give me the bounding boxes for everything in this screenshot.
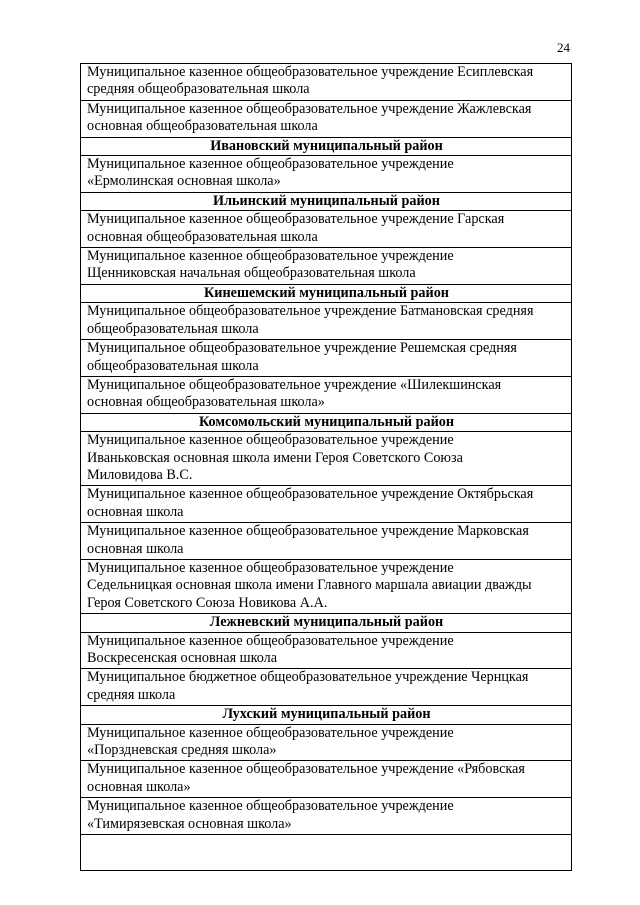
school-name-line: Муниципальное казенное общеобразовательное учреждение	[87, 798, 454, 815]
district-header: Лежневский муниципальный район	[81, 614, 572, 632]
district-header: Лухский муниципальный район	[81, 706, 572, 724]
school-name-line: Муниципальное бюджетное общеобразовательное учреждение Чернцкая	[87, 669, 529, 686]
district-header-row	[81, 614, 572, 632]
school-cell	[81, 100, 572, 137]
table-row	[81, 724, 572, 761]
empty-cell	[81, 835, 572, 871]
school-name-line: Муниципальное казенное общеобразовательное учреждение	[87, 248, 454, 265]
school-name-line: средняя школа	[87, 686, 176, 703]
school-cell	[81, 559, 572, 613]
page-number: 24	[557, 40, 570, 55]
school-cell	[81, 211, 572, 248]
district-header-row	[81, 137, 572, 155]
table-row	[81, 340, 572, 377]
district-header: Комсомольский муниципальный район	[81, 413, 572, 431]
school-name-line: Муниципальное казенное общеобразовательное учреждение «Рябовская	[87, 761, 525, 778]
school-name-line: основная общеобразовательная школа	[87, 118, 318, 135]
school-cell	[81, 376, 572, 413]
table-row	[81, 248, 572, 285]
school-cell	[81, 798, 572, 835]
school-name-line: «Порздневская средняя школа»	[87, 742, 277, 759]
table-row	[81, 559, 572, 613]
schools-table	[80, 63, 572, 871]
school-cell	[81, 340, 572, 377]
school-name-line: основная школа	[87, 540, 184, 557]
school-name-line: Щенниковская начальная общеобразовательная школа	[87, 265, 416, 282]
school-name-line: Воскресенская основная школа	[87, 650, 278, 666]
table-row	[81, 669, 572, 706]
table-row	[81, 376, 572, 413]
school-name-line: основная школа»	[87, 778, 191, 795]
school-name-line: Героя Советского Союза Новикова А.А.	[87, 594, 328, 611]
school-cell	[81, 761, 572, 798]
district-header-row	[81, 284, 572, 302]
school-name-line: средняя общеобразовательная школа	[87, 81, 310, 98]
school-cell	[81, 156, 572, 193]
school-name-line: Муниципальное казенное общеобразовательное учреждение Гарская	[87, 211, 505, 228]
school-name-line: Муниципальное казенное общеобразовательное учреждение	[87, 432, 454, 449]
school-name-line: Муниципальное казенное общеобразовательное учреждение Марковская	[87, 523, 529, 540]
school-cell	[81, 724, 572, 761]
table-row	[81, 632, 572, 669]
district-header-row	[81, 706, 572, 724]
school-name-line: основная общеобразовательная школа	[87, 228, 318, 245]
school-name-line: Муниципальное казенное общеобразовательное учреждение	[87, 559, 454, 576]
table-row	[81, 64, 572, 101]
table-row	[81, 100, 572, 137]
school-name-line: «Тимирязевская основная школа»	[87, 815, 292, 832]
school-name-line: Муниципальное казенное общеобразовательное учреждение	[87, 724, 454, 741]
table-row	[81, 156, 572, 193]
school-name-line: Муниципальное казенное общеобразовательное учреждение	[87, 156, 454, 173]
school-name-line: Муниципальное общеобразовательное учреждение «Шилекшинская	[87, 376, 502, 393]
school-name-line: Муниципальное общеобразовательное учреждение Решемская средняя	[87, 340, 517, 357]
school-cell	[81, 303, 572, 340]
school-name-line: Муниципальное казенное общеобразовательное учреждение	[87, 632, 454, 649]
school-name-line: Иваньковская основная школа имени Героя Советского Союза	[87, 449, 463, 466]
school-cell	[81, 669, 572, 706]
school-name-line: Муниципальное казенное общеобразовательное учреждение Октябрьская	[87, 486, 534, 503]
table-row	[81, 798, 572, 835]
table-row	[81, 523, 572, 560]
district-header: Ильинский муниципальный район	[81, 192, 572, 210]
school-name-line: «Ермолинская основная школа»	[87, 173, 281, 190]
table-row	[81, 211, 572, 248]
school-cell	[81, 248, 572, 285]
table-row	[81, 486, 572, 523]
school-name-line: общеобразовательная школа	[87, 320, 259, 337]
school-cell	[81, 486, 572, 523]
school-name-line: Седельницкая основная школа имени Главного маршала авиации дважды	[87, 577, 532, 594]
district-header: Кинешемский муниципальный район	[81, 284, 572, 302]
school-cell	[81, 64, 572, 101]
school-name-line: основная школа	[87, 503, 184, 520]
district-header-row	[81, 413, 572, 431]
school-cell	[81, 523, 572, 560]
school-name-line: Муниципальное казенное общеобразовательное учреждение Жажлевская	[87, 100, 532, 117]
district-header-row	[81, 192, 572, 210]
school-name-line: общеобразовательная школа	[87, 357, 259, 374]
table-row	[81, 761, 572, 798]
school-name-line: Миловидова В.С.	[87, 466, 193, 483]
table-row	[81, 303, 572, 340]
school-name-line: Муниципальное общеобразовательное учреждение Батмановская средняя	[87, 303, 534, 320]
table-row	[81, 432, 572, 486]
school-cell	[81, 432, 572, 486]
district-header: Ивановский муниципальный район	[81, 137, 572, 155]
school-name-line: Муниципальное казенное общеобразовательное учреждение Есиплевская	[87, 64, 534, 80]
school-name-line: основная общеобразовательная школа»	[87, 394, 325, 411]
empty-row	[81, 835, 572, 871]
school-cell	[81, 632, 572, 669]
